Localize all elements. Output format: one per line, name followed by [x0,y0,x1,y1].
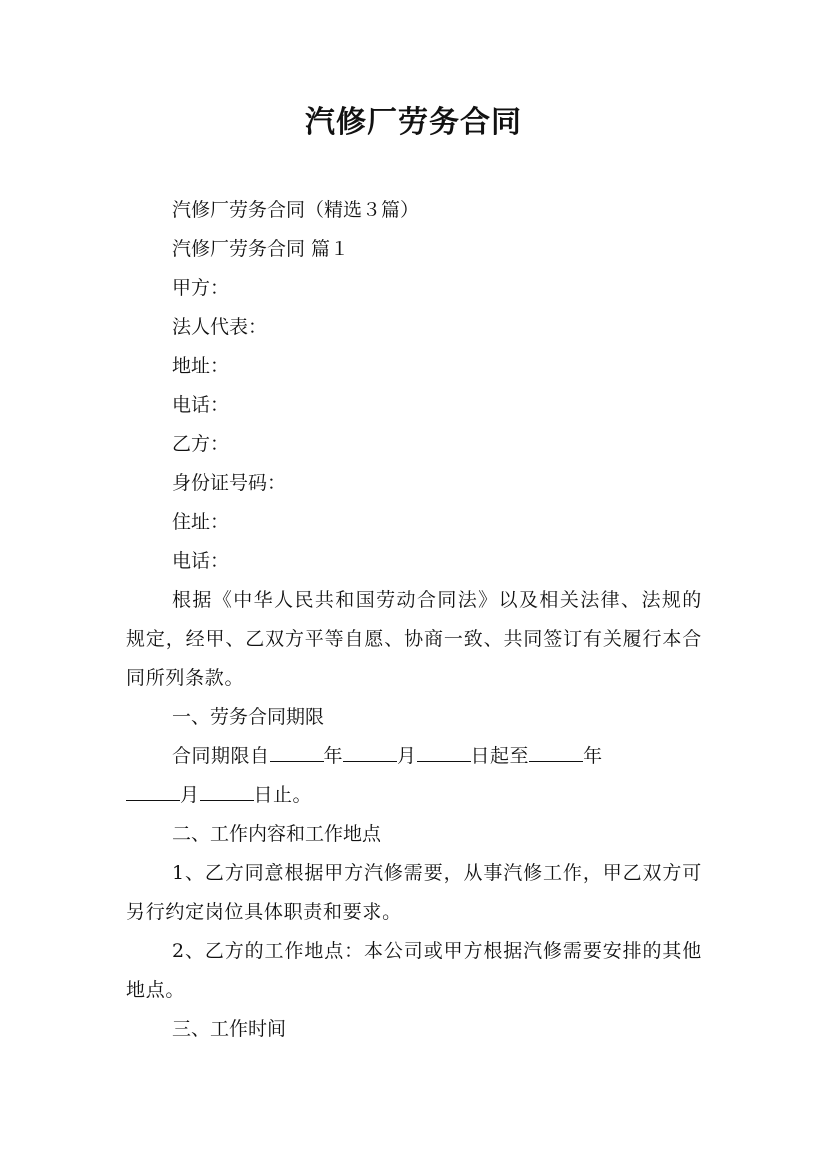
section2-item1: 1、乙方同意根据甲方汽修需要，从事汽修工作，甲乙双方可另行约定岗位具体职责和要求。 [126,862,702,923]
party-b-id-number: 身份证号码： [172,472,287,494]
end-day-blank [200,782,254,801]
end-day-label: 日止。 [253,784,313,806]
party-a-legal-rep: 法人代表： [172,316,268,338]
start-month-label: 月 [397,745,417,767]
start-month-blank [343,743,397,762]
end-year-label: 年 [583,745,603,767]
party-a-address: 地址： [172,355,230,377]
end-year-blank [529,743,583,762]
document-body [126,191,702,1049]
section1-heading: 一、劳务合同期限 [172,706,325,728]
document-subtitle: 汽修厂劳务合同（精选３篇） [172,199,420,221]
end-month-label: 月 [180,784,200,806]
section3-heading: 三、工作时间 [172,1018,287,1040]
section2-heading: 二、工作内容和工作地点 [172,823,382,845]
start-day-label: 日起至 [470,745,530,767]
section2-item2: 2、乙方的工作地点：本公司或甲方根据汽修需要安排的其他地点。 [126,940,702,1001]
party-a-label: 甲方： [172,277,230,299]
start-day-blank [417,743,471,762]
party-b-label: 乙方： [172,433,230,455]
document-title: 汽修厂劳务合同 [305,105,522,140]
contract-period-line-1 [126,737,702,776]
period-prefix: 合同期限自 [172,745,270,767]
contract-period-line-2 [126,776,702,815]
party-b-residence: 住址： [172,511,230,533]
start-year-label: 年 [323,745,344,767]
end-month-blank [126,782,180,801]
party-a-phone: 电话： [172,394,230,416]
start-year-blank [270,743,324,762]
part-heading: 汽修厂劳务合同 篇１ [172,238,350,260]
preamble-paragraph: 根据《中华人民共和国劳动合同法》以及相关法律、法规的规定，经甲、乙双方平等自愿、协商一致、共同签订有关履行本合同所列条款。 [126,589,702,689]
party-b-phone: 电话： [172,550,230,572]
